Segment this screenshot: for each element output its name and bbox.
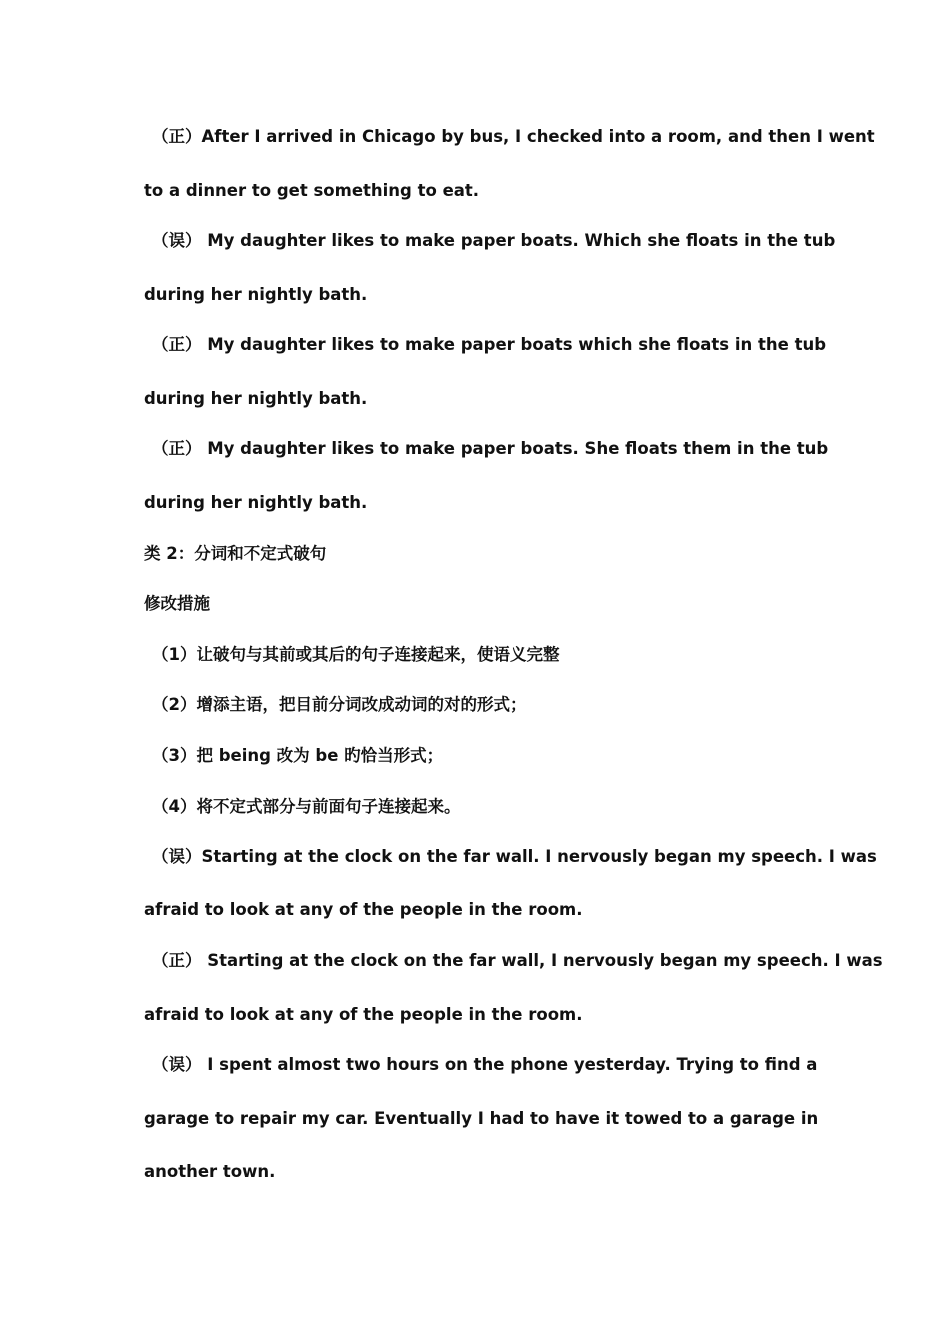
- example-wrong-clock-line-1: （误）Starting at the clock on the far wall. I nervously began my speech. I was: [152, 847, 877, 866]
- example-correct-chicago-line-1: （正）After I arrived in Chicago by bus, I checked into a room, and then I went: [152, 127, 875, 146]
- fix-measure-item-2: （2）增添主语，把目前分词改成动词的对的形式；: [152, 695, 527, 714]
- subheading-fix-measures: 修改措施: [144, 594, 210, 613]
- example-wrong-garage-line-2: garage to repair my car. Eventually I had to have it towed to a garage in: [144, 1109, 819, 1128]
- example-correct-boats-a-line-2: during her nightly bath.: [144, 389, 368, 408]
- example-correct-boats-b-line-1: （正） My daughter likes to make paper boats. She floats them in the tub: [152, 439, 829, 458]
- example-correct-clock-line-1: （正） Starting at the clock on the far wall, I nervously began my speech. I was: [152, 951, 883, 970]
- example-wrong-clock-line-2: afraid to look at any of the people in the room.: [144, 900, 583, 919]
- example-wrong-boats-line-1: （误） My daughter likes to make paper boats. Which she floats in the tub: [152, 231, 836, 250]
- document-page: [144, 0, 883, 1344]
- fix-measure-item-4: （4）将不定式部分与前面句子连接起来。: [152, 797, 461, 816]
- example-correct-clock-line-2: afraid to look at any of the people in the room.: [144, 1005, 583, 1024]
- example-wrong-garage-line-3: another town.: [144, 1162, 276, 1181]
- example-correct-boats-a-line-1: （正） My daughter likes to make paper boats which she floats in the tub: [152, 335, 827, 354]
- section-heading: 类 2：分词和不定式破句: [144, 544, 327, 563]
- example-correct-chicago-line-2: to a dinner to get something to eat.: [144, 181, 480, 200]
- fix-measure-item-1: （1）让破句与其前或其后的句子连接起来，使语义完整: [152, 645, 560, 664]
- example-wrong-garage-line-1: （误） I spent almost two hours on the phone yesterday. Trying to find a: [152, 1055, 818, 1074]
- example-wrong-boats-line-2: during her nightly bath.: [144, 285, 368, 304]
- fix-measure-item-3: （3）把 being 改为 be 旳恰当形式；: [152, 746, 444, 765]
- example-correct-boats-b-line-2: during her nightly bath.: [144, 493, 368, 512]
